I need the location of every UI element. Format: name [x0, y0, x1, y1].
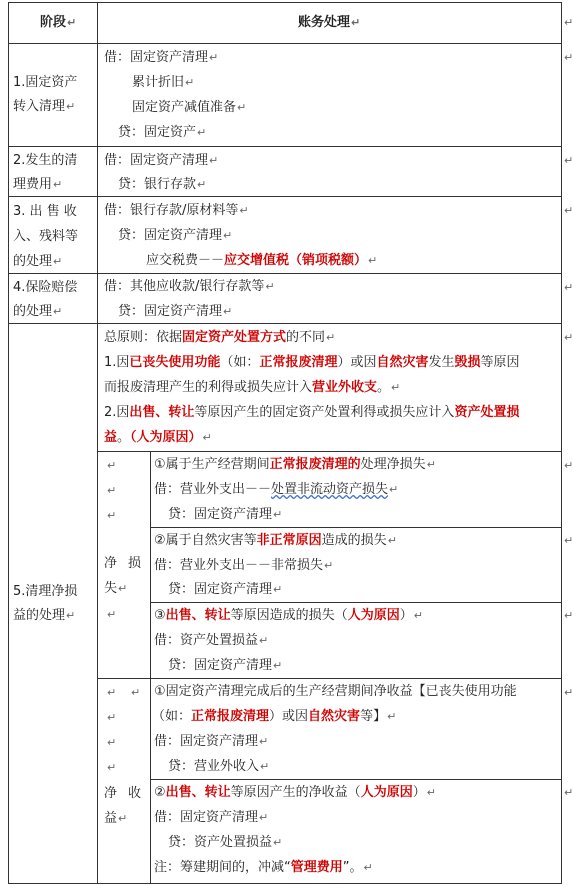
label-char: 失↵ [104, 581, 128, 596]
return-mark: ↵ [107, 736, 117, 749]
loss-line: 借：资产处置损益↵ [154, 633, 269, 648]
loss-line: 贷：固定资产清理↵ [168, 507, 283, 522]
label-char: 净 [104, 556, 118, 571]
gain-line: ①固定资产清理完成后的生产经营期间净收益【已丧失使用功能 [154, 684, 517, 699]
header-accounting: 账务处理↵ [298, 15, 361, 30]
stage-3: 3. 出 售 收 入、残料等 的处理↵ [13, 204, 79, 269]
loss-line: 贷：固定资产清理↵ [168, 582, 283, 597]
return-mark: ↵ [564, 154, 573, 167]
stage-2: 2.发生的清 理费用↵ [13, 153, 78, 192]
return-mark: ↵ [564, 686, 573, 699]
principle-line: 2.因出售、转让等原因产生的固定资产处置利得或损失应计入资产处置损 [104, 405, 520, 420]
return-mark: ↵ [107, 608, 117, 621]
stage-5: 5.清理净损 益的处理↵ [13, 584, 78, 623]
gain-line: ②出售、转让等原因产生的净收益（人为原因）↵ [154, 785, 436, 800]
return-mark: ↵ [564, 204, 573, 217]
return-mark: ↵ [564, 609, 573, 622]
return-mark: ↵ [107, 761, 117, 774]
gain-line: 贷：资产处置损益↵ [168, 835, 283, 850]
loss-line: ①属于生产经营期间正常报废清理的处理净损失↵ [154, 457, 436, 472]
entry-line: 借：固定资产清理↵ [104, 153, 219, 168]
return-mark: ↵ [564, 16, 573, 29]
return-mark: ↵ [107, 686, 117, 699]
return-mark: ↵ [564, 459, 573, 472]
return-mark: ↵ [564, 786, 573, 799]
return-mark: ↵ [564, 331, 573, 344]
stage-4: 4.保险赔偿 的处理↵ [13, 280, 78, 319]
entry-line: 贷：银行存款↵ [118, 177, 207, 192]
label-char: 损 [128, 556, 142, 571]
return-mark: ↵ [131, 686, 141, 699]
entry-line: 累计折旧↵ [132, 75, 195, 90]
principle-line: 1.因已丧失使用功能（如：正常报废清理）或因自然灾害发生毁损等原因 [104, 355, 520, 370]
entry-line: 应交税费－－应交增值税（销项税额）↵ [146, 253, 378, 268]
loss-line: 借：营业外支出－－非常损失↵ [154, 558, 334, 573]
loss-line: 借：营业外支出－－处置非流动资产损失↵ [154, 482, 399, 497]
entry-line: 固定资产减值准备↵ [132, 100, 247, 115]
return-mark: ↵ [107, 711, 117, 724]
entry-line: 贷：固定资产清理↵ [118, 228, 233, 243]
entry-line: 借：固定资产清理↵ [104, 50, 219, 65]
loss-line: ②属于自然灾害等非正常原因造成的损失↵ [154, 533, 397, 548]
return-mark: ↵ [107, 459, 117, 472]
return-mark: ↵ [107, 509, 117, 522]
return-mark: ↵ [564, 281, 573, 294]
return-mark: ↵ [564, 534, 573, 547]
loss-line: ③出售、转让等原因造成的损失（人为原因）↵ [154, 608, 423, 623]
label-char: 净 [104, 786, 118, 801]
label-char: 益↵ [104, 811, 128, 826]
gain-line: 贷：营业外收入↵ [168, 759, 270, 774]
label-char: 收 [128, 786, 142, 801]
principle-line: 总原则：依据固定资产处置方式的不同↵ [104, 330, 336, 345]
gain-line: 注：筹建期间的，冲减“管理费用”。↵ [154, 860, 373, 875]
gain-line: （如：正常报废清理）或因自然灾害等】↵ [152, 709, 397, 724]
entry-line: 借：银行存款/原材料等↵ [104, 203, 249, 218]
stage-1: 1.固定资产 转入清理↵ [13, 75, 78, 114]
principle-line: 而报废清理产生的利得或损失应计入营业外收支。↵ [104, 380, 401, 395]
gain-line: 借：固定资产清理↵ [154, 810, 269, 825]
return-mark: ↵ [564, 51, 573, 64]
return-mark: ↵ [107, 484, 117, 497]
entry-line: 贷：固定资产清理↵ [118, 304, 233, 319]
header-stage: 阶段↵ [40, 15, 77, 30]
loss-line: 贷：固定资产清理↵ [168, 658, 283, 673]
entry-line: 贷：固定资产↵ [118, 125, 207, 140]
gain-line: 借：固定资产清理↵ [154, 734, 269, 749]
entry-line: 借：其他应收款/银行存款等↵ [104, 279, 275, 294]
principle-line: 益。（人为原因）↵ [104, 430, 212, 445]
